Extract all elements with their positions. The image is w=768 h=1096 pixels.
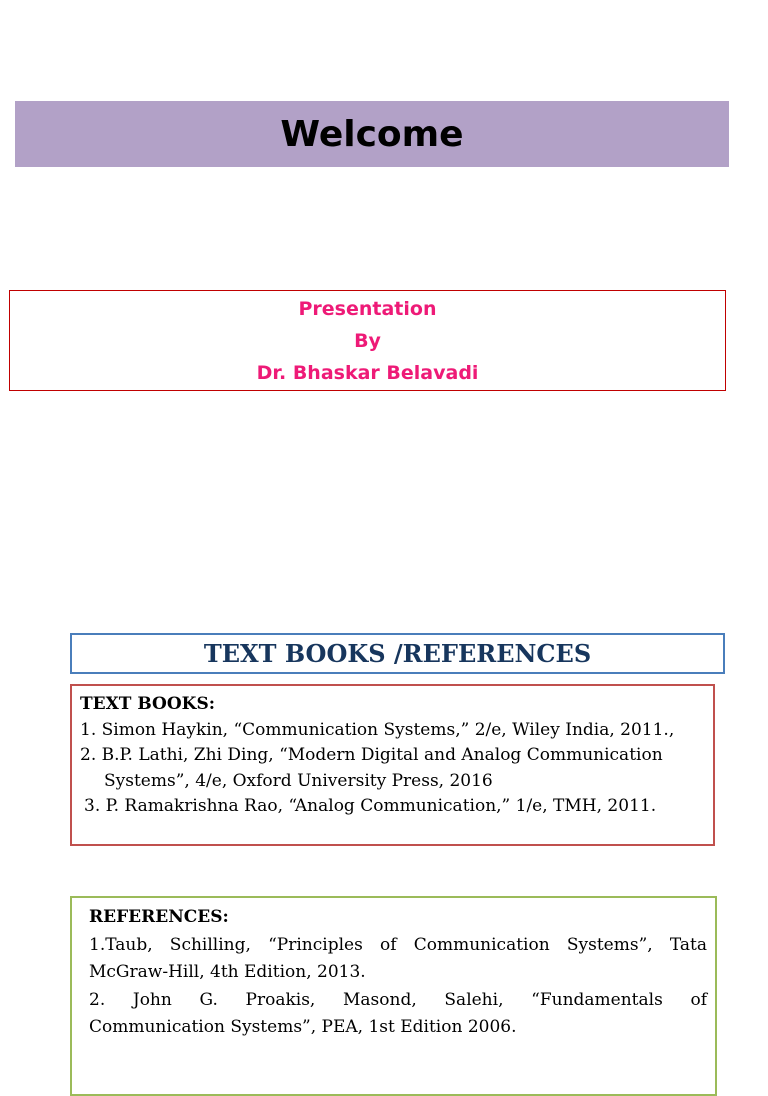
welcome-banner	[15, 101, 729, 167]
textbook-item-2-line-2: Systems”, 4/e, Oxford University Press, 2016	[104, 770, 493, 791]
references-heading: TEXT BOOKS /REFERENCES	[203, 639, 592, 668]
textbook-item-1: 1. Simon Haykin, “Communication Systems,” 2/e, Wiley India, 2011.,	[80, 719, 675, 740]
reference-item-1-line-2: McGraw-Hill, 4th Edition, 2013.	[89, 962, 366, 982]
reference-item-2-line-1: 2. John G. Proakis, Masond, Salehi, “Fundamentals of	[89, 989, 707, 1010]
textbooks-box	[70, 684, 715, 846]
reference-item-2-line-2: Communication Systems”, PEA, 1st Edition 2006.	[89, 1017, 517, 1037]
presenter-name: Dr. Bhaskar Belavadi	[256, 361, 479, 384]
welcome-title: Welcome	[280, 113, 464, 155]
references-heading-box	[70, 633, 725, 674]
textbook-item-2-line-1: 2. B.P. Lathi, Zhi Ding, “Modern Digital and Analog Communication	[80, 745, 663, 765]
by-label: By	[354, 329, 381, 352]
presenter-box	[9, 290, 726, 391]
textbook-item-3: 3. P. Ramakrishna Rao, “Analog Communication,” 1/e, TMH, 2011.	[84, 796, 657, 816]
reference-item-1-line-1: 1.Taub, Schilling, “Principles of Communication Systems”, Tata	[89, 934, 707, 955]
references-list-heading: REFERENCES:	[89, 907, 229, 927]
textbooks-heading: TEXT BOOKS:	[80, 694, 215, 714]
presentation-label: Presentation	[298, 297, 437, 320]
references-box	[70, 896, 717, 1096]
